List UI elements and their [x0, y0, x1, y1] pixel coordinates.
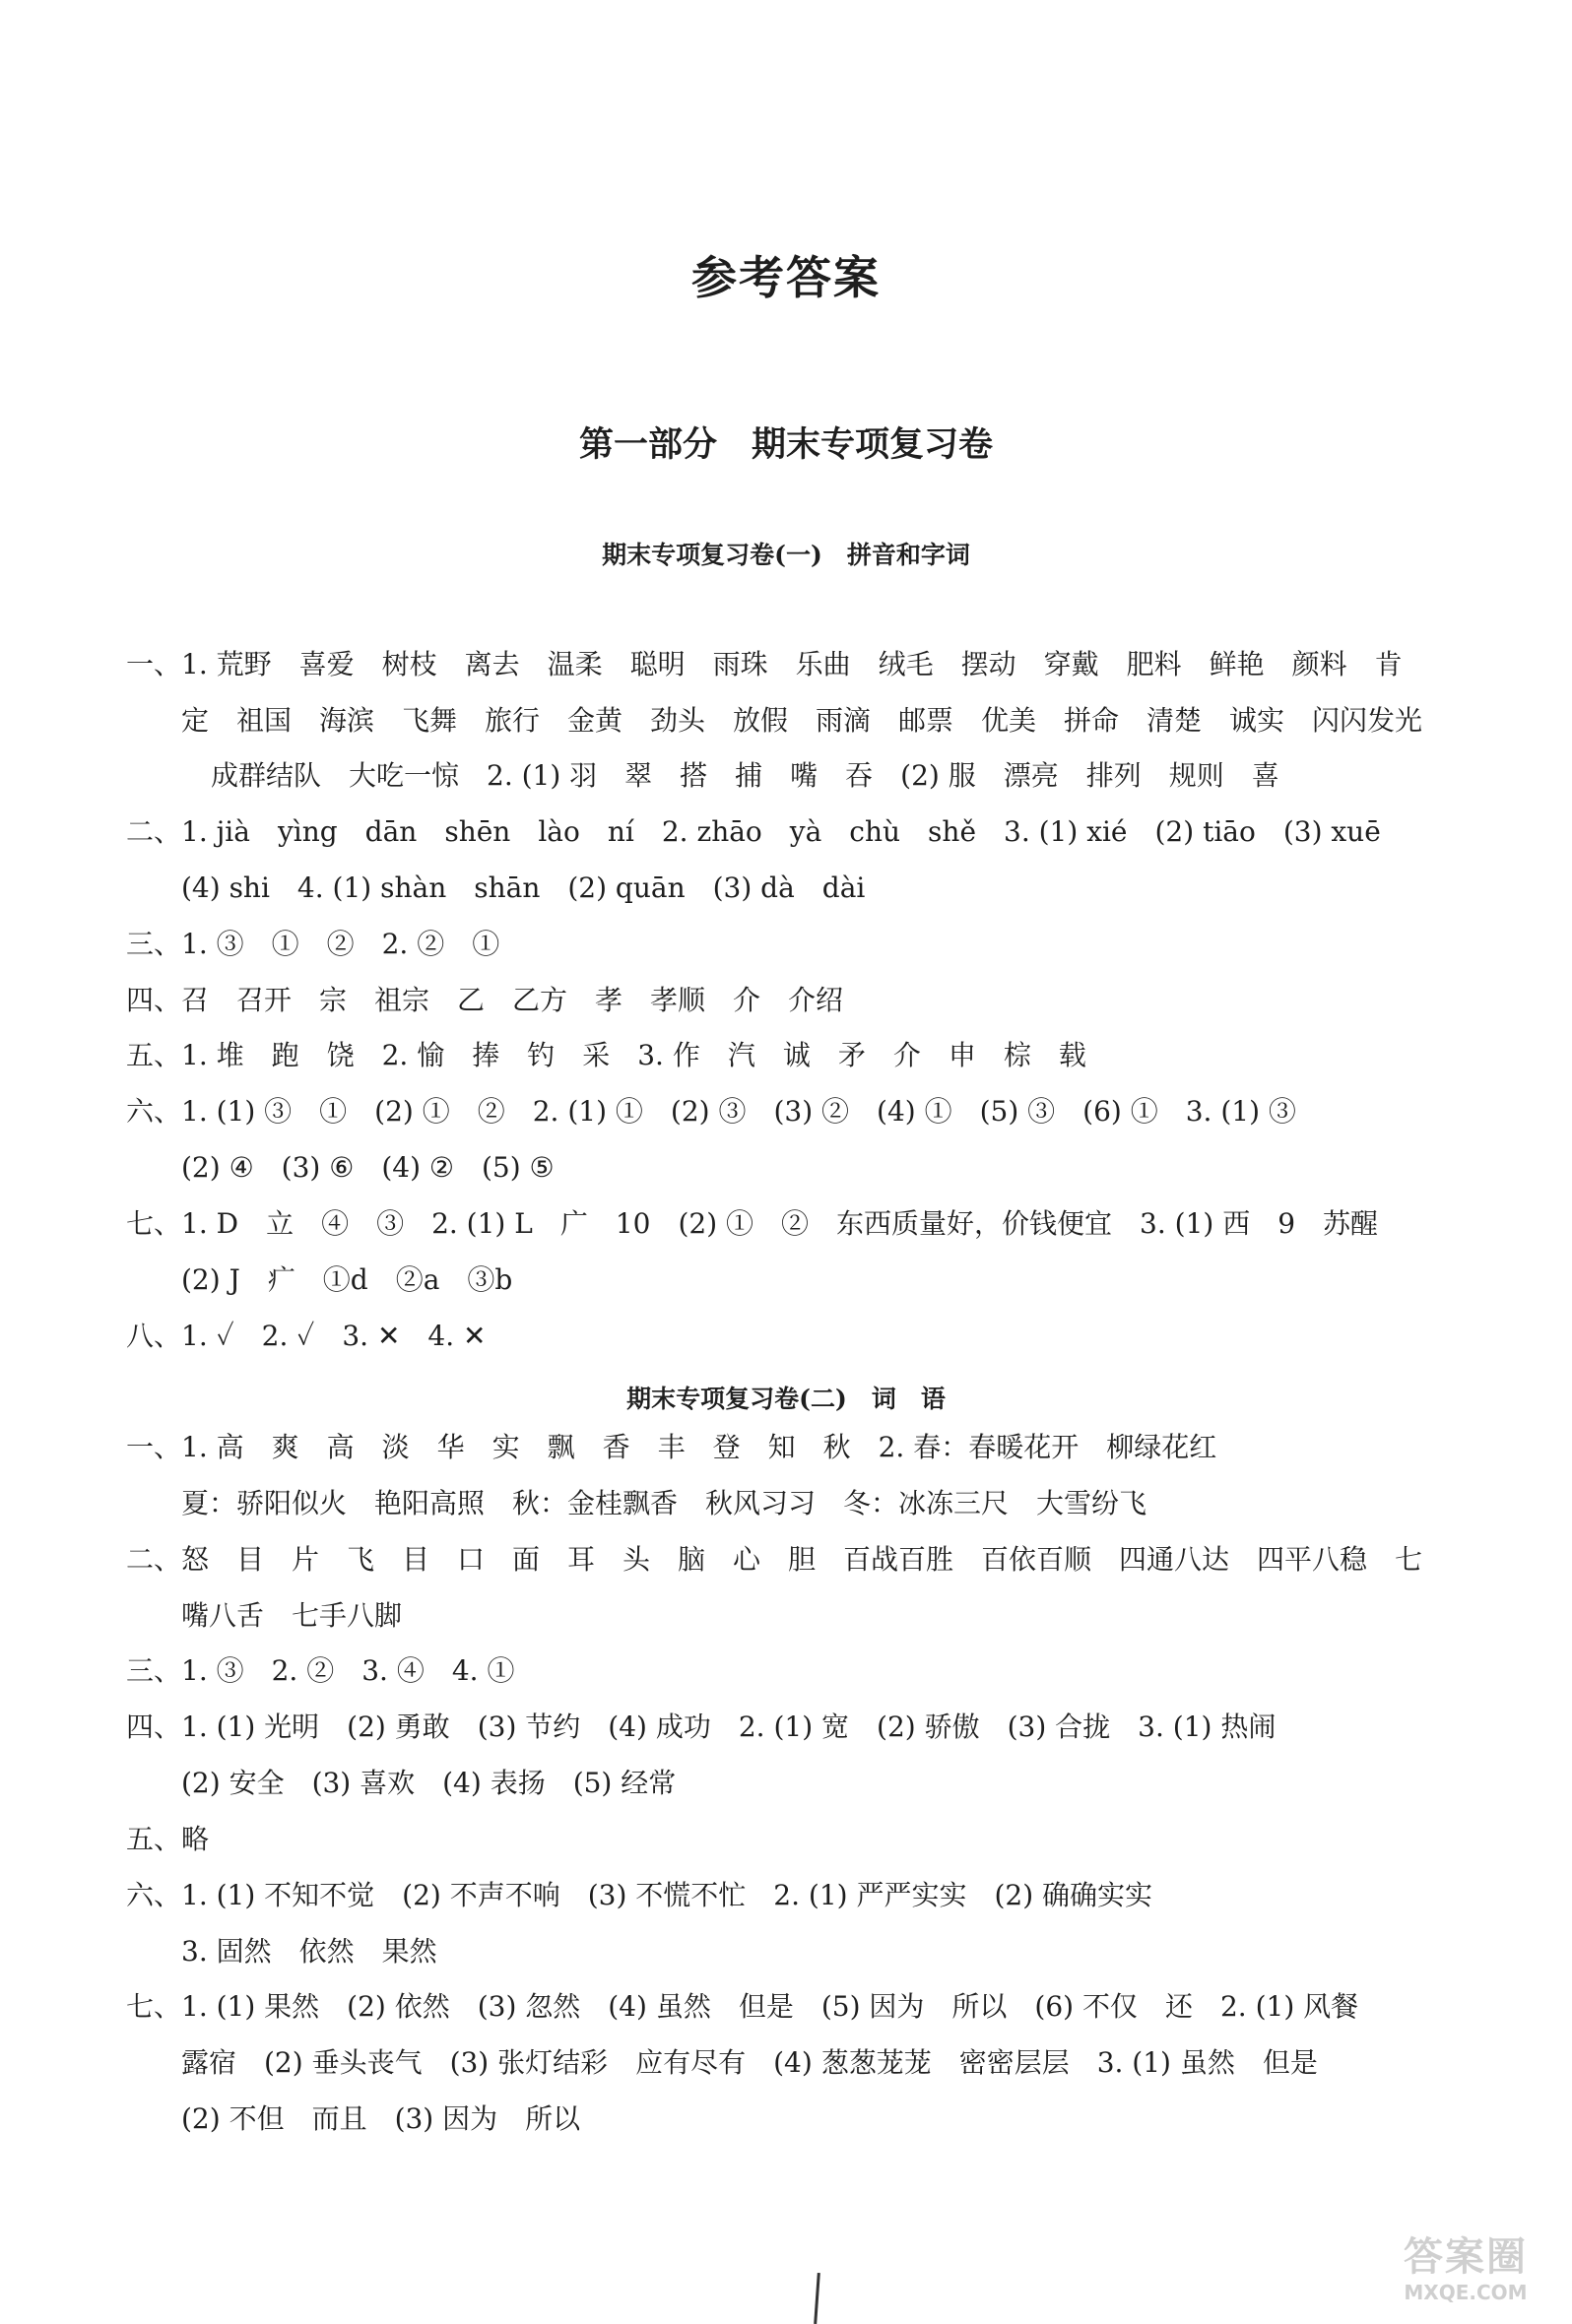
page-title: 参考答案: [691, 251, 881, 304]
answer-line: 四、1. (1) 光明 (2) 勇敢 (3) 节约 (4) 成功 2. (1) 宽 (2) 骄傲 (3) 合拢 3. (1) 热闹: [126, 1711, 1277, 1743]
section-heading-1: 期末专项复习卷(一) 拼音和字词: [602, 541, 970, 569]
answer-line: 3. 固然 依然 果然: [181, 1935, 437, 1968]
answer-line: 四、召 召开 宗 祖宗 乙 乙方 孝 孝顺 介 介绍: [126, 984, 844, 1016]
answer-line: 一、1. 荒野 喜爱 树枝 离去 温柔 聪明 雨珠 乐曲 绒毛 摆动 穿戴 肥料 鲜艳 颜料 肯: [126, 648, 1403, 680]
watermark-url: MXQE.COM: [1404, 2281, 1528, 2304]
section-heading-2: 期末专项复习卷(二) 词 语: [626, 1385, 946, 1413]
answer-line: 二、怒 目 片 飞 目 口 面 耳 头 脑 心 胆 百战百胜 百依百顺 四通八达 四平八稳 七: [126, 1543, 1423, 1576]
answer-line: 三、1. ③ 2. ② 3. ④ 4. ①: [126, 1654, 515, 1687]
part-heading: 第一部分 期末专项复习卷: [578, 424, 993, 465]
answer-line: 六、1. (1) 不知不觉 (2) 不声不响 (3) 不慌不忙 2. (1) 严严实实 (2) 确确实实: [126, 1879, 1153, 1911]
answer-line: 七、1. (1) 果然 (2) 依然 (3) 忽然 (4) 虽然 但是 (5) 因为 所以 (6) 不仅 还 2. (1) 风餐: [126, 1990, 1359, 2023]
answer-line: 五、1. 堆 跑 饶 2. 愉 捧 钓 采 3. 作 汽 诚 矛 介 申 棕 载: [126, 1039, 1086, 1071]
answer-line: 成群结队 大吃一惊 2. (1) 羽 翠 搭 捕 嘴 吞 (2) 服 漂亮 排列 规则 喜: [211, 759, 1279, 792]
answer-line: 嘴八舌 七手八脚: [181, 1599, 403, 1632]
answer-line: 露宿 (2) 垂头丧气 (3) 张灯结彩 应有尽有 (4) 葱葱茏茏 密密层层 3. (1) 虽然 但是: [181, 2046, 1318, 2079]
page-number-mark: [814, 2273, 820, 2324]
answer-line: 六、1. (1) ③ ① (2) ① ② 2. (1) ① (2) ③ (3) ② (4) ① (5) ③ (6) ① 3. (1) ③: [126, 1095, 1296, 1128]
answer-line: 夏：骄阳似火 艳阳高照 秋：金桂飘香 秋风习习 冬：冰冻三尺 大雪纷飞: [181, 1487, 1147, 1519]
answer-line: 八、1. ✓ 2. ✓ 3. ✕ 4. ✕: [126, 1320, 487, 1352]
answer-line: 定 祖国 海滨 飞舞 旅行 金黄 劲头 放假 雨滴 邮票 优美 拼命 清楚 诚实 闪闪发光: [181, 704, 1423, 737]
answer-line: (2) ④ (3) ⑥ (4) ② (5) ⑤: [181, 1151, 555, 1184]
answer-line: 二、1. jià yìng dān shēn lào ní 2. zhāo yà chù shě 3. (1) xié (2) tiāo (3) xuē: [126, 815, 1381, 848]
watermark-logo: 答案圈: [1404, 2234, 1528, 2280]
answer-line: 一、1. 高 爽 高 淡 华 实 飘 香 丰 登 知 秋 2. 春：春暖花开 柳绿花红: [126, 1431, 1217, 1463]
answer-line: (4) shi 4. (1) shàn shān (2) quān (3) dà dài: [181, 872, 866, 904]
answer-line: 七、1. D 立 ④ ③ 2. (1) L 广 10 (2) ① ② 东西质量好，价钱便宜 3. (1) 西 9 苏醒: [126, 1207, 1379, 1240]
answer-line: 五、略: [126, 1823, 210, 1855]
answer-line: (2) J 疒 ①d ②a ③b: [181, 1263, 513, 1296]
watermark: [1373, 2233, 1558, 2316]
answer-line: (2) 安全 (3) 喜欢 (4) 表扬 (5) 经常: [181, 1767, 677, 1799]
answer-line: 三、1. ③ ① ② 2. ② ①: [126, 928, 500, 960]
answer-line: (2) 不但 而且 (3) 因为 所以: [181, 2102, 581, 2135]
